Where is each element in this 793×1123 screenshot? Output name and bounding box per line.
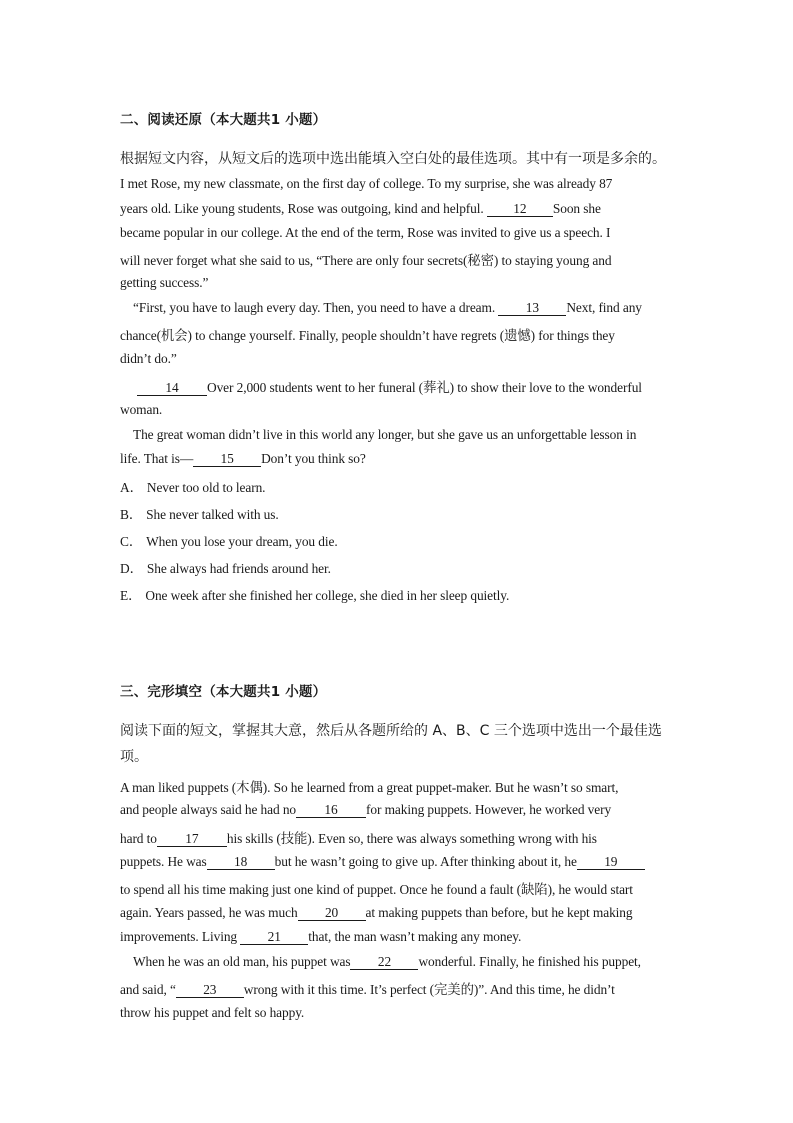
passage-line: The great woman didn’t live in this world any longer, but she gave us an unforgettable lesson in: [133, 427, 637, 442]
passage-line: [120, 451, 366, 467]
blank-23[interactable]: 23: [176, 983, 244, 998]
option-letter: A．: [120, 480, 143, 495]
option-letter: E．: [120, 588, 142, 603]
passage-line: [120, 979, 615, 998]
passage-line: getting success.”: [120, 275, 209, 290]
passage-text: puppets. He was: [120, 854, 207, 869]
option-letter: D．: [120, 561, 143, 576]
option-text: When you lose your dream, you die.: [146, 534, 338, 549]
passage-line: I met Rose, my new classmate, on the first day of college. To my surprise, she was already 87: [120, 176, 613, 191]
passage-text: When he was an old man, his puppet was: [133, 954, 351, 969]
blank-18[interactable]: 18: [207, 855, 275, 870]
blank-16[interactable]: 16: [296, 803, 366, 818]
blank-12[interactable]: 12: [487, 202, 553, 217]
passage-line: [120, 929, 521, 945]
passage-text: years old. Like young students, Rose was outgoing, kind and helpful.: [120, 201, 487, 216]
passage-text: and people always said he had no: [120, 802, 297, 817]
cloze-instruction-line1: 阅读下面的短文，掌握其大意，然后从各题所给的 A、B、C 三个选项中选出一个最佳选: [120, 723, 662, 739]
passage-text: improvements. Living: [120, 929, 241, 944]
passage-text: hard to: [120, 831, 157, 846]
passage-line: [133, 954, 641, 970]
passage-line: throw his puppet and felt so happy.: [120, 1005, 305, 1020]
passage-line: [120, 854, 645, 870]
blank-13[interactable]: 13: [498, 301, 566, 316]
passage-line: chance(机会) to change yourself. Finally, people shouldn’t have regrets (遗憾) for things they: [120, 328, 615, 343]
passage-text: his skills (技能). Even so, there was always something wrong with his: [226, 831, 597, 846]
blank-15[interactable]: 15: [193, 452, 261, 467]
option-b[interactable]: [120, 504, 279, 523]
option-c[interactable]: [120, 531, 338, 550]
option-letter: B．: [120, 507, 143, 522]
passage-line: [120, 802, 611, 818]
passage-line: became popular in our college. At the end of the term, Rose was invited to give us a speech. I: [120, 225, 611, 240]
passage-line: [120, 828, 597, 847]
option-d[interactable]: [120, 558, 331, 577]
passage-line: [120, 905, 632, 921]
passage-text: again. Years passed, he was much: [120, 905, 298, 920]
passage-text: wonderful. Finally, he finished his puppet,: [418, 954, 641, 969]
passage-text: wrong with it this time. It’s perfect (完美的)”. And this time, he didn’t: [243, 982, 615, 997]
blank-14[interactable]: 14: [137, 381, 207, 396]
blank-19[interactable]: 19: [577, 855, 645, 870]
option-e[interactable]: [120, 585, 509, 604]
passage-line: didn’t do.”: [120, 351, 177, 366]
passage-line: [120, 201, 601, 217]
option-text: Never too old to learn.: [146, 480, 266, 495]
passage-text: but he wasn’t going to give up. After thinking about it, he: [274, 854, 577, 869]
passage-text: Don’t you think so?: [261, 451, 366, 466]
passage-line: A man liked puppets (木偶). So he learned from a great puppet-maker. But he wasn’t so smart,: [120, 780, 619, 795]
passage-text: for making puppets. However, he worked very: [366, 802, 612, 817]
passage-line: woman.: [120, 402, 163, 417]
passage-line: [133, 300, 642, 316]
option-a[interactable]: [120, 477, 265, 496]
reading-instruction: 根据短文内容，从短文后的选项中选出能填入空白处的最佳选项。其中有一项是多余的。: [120, 151, 666, 167]
blank-17[interactable]: 17: [157, 832, 227, 847]
passage-text: and said, “: [120, 982, 176, 997]
passage-text: that, the man wasn’t making any money.: [308, 929, 522, 944]
option-letter: C．: [120, 534, 143, 549]
section-heading-reading: 二、阅读还原（本大题共1 小题）: [120, 112, 327, 128]
blank-22[interactable]: 22: [350, 955, 418, 970]
option-text: She always had friends around her.: [146, 561, 331, 576]
passage-text: “First, you have to laugh every day. Then, you need to have a dream.: [133, 300, 499, 315]
option-text: One week after she finished her college, she died in her sleep quietly.: [145, 588, 510, 603]
blank-21[interactable]: 21: [240, 930, 308, 945]
passage-text: Over 2,000 students went to her funeral (葬礼) to show their love to the wonderful: [207, 380, 642, 395]
passage-text: at making puppets than before, but he kept making: [365, 905, 633, 920]
cloze-instruction-line2: 项。: [120, 749, 148, 765]
passage-text: life. That is—: [120, 451, 194, 466]
passage-line: to spend all his time making just one kind of puppet. Once he found a fault (缺陷), he would start: [120, 882, 633, 897]
passage-line: [137, 377, 642, 396]
section-heading-cloze: 三、完形填空（本大题共1 小题）: [120, 684, 327, 700]
passage-text: Soon she: [552, 201, 601, 216]
blank-20[interactable]: 20: [298, 906, 366, 921]
passage-text: Next, find any: [566, 300, 642, 315]
passage-line: will never forget what she said to us, “There are only four secrets(秘密) to staying young and: [120, 253, 612, 268]
option-text: She never talked with us.: [146, 507, 279, 522]
